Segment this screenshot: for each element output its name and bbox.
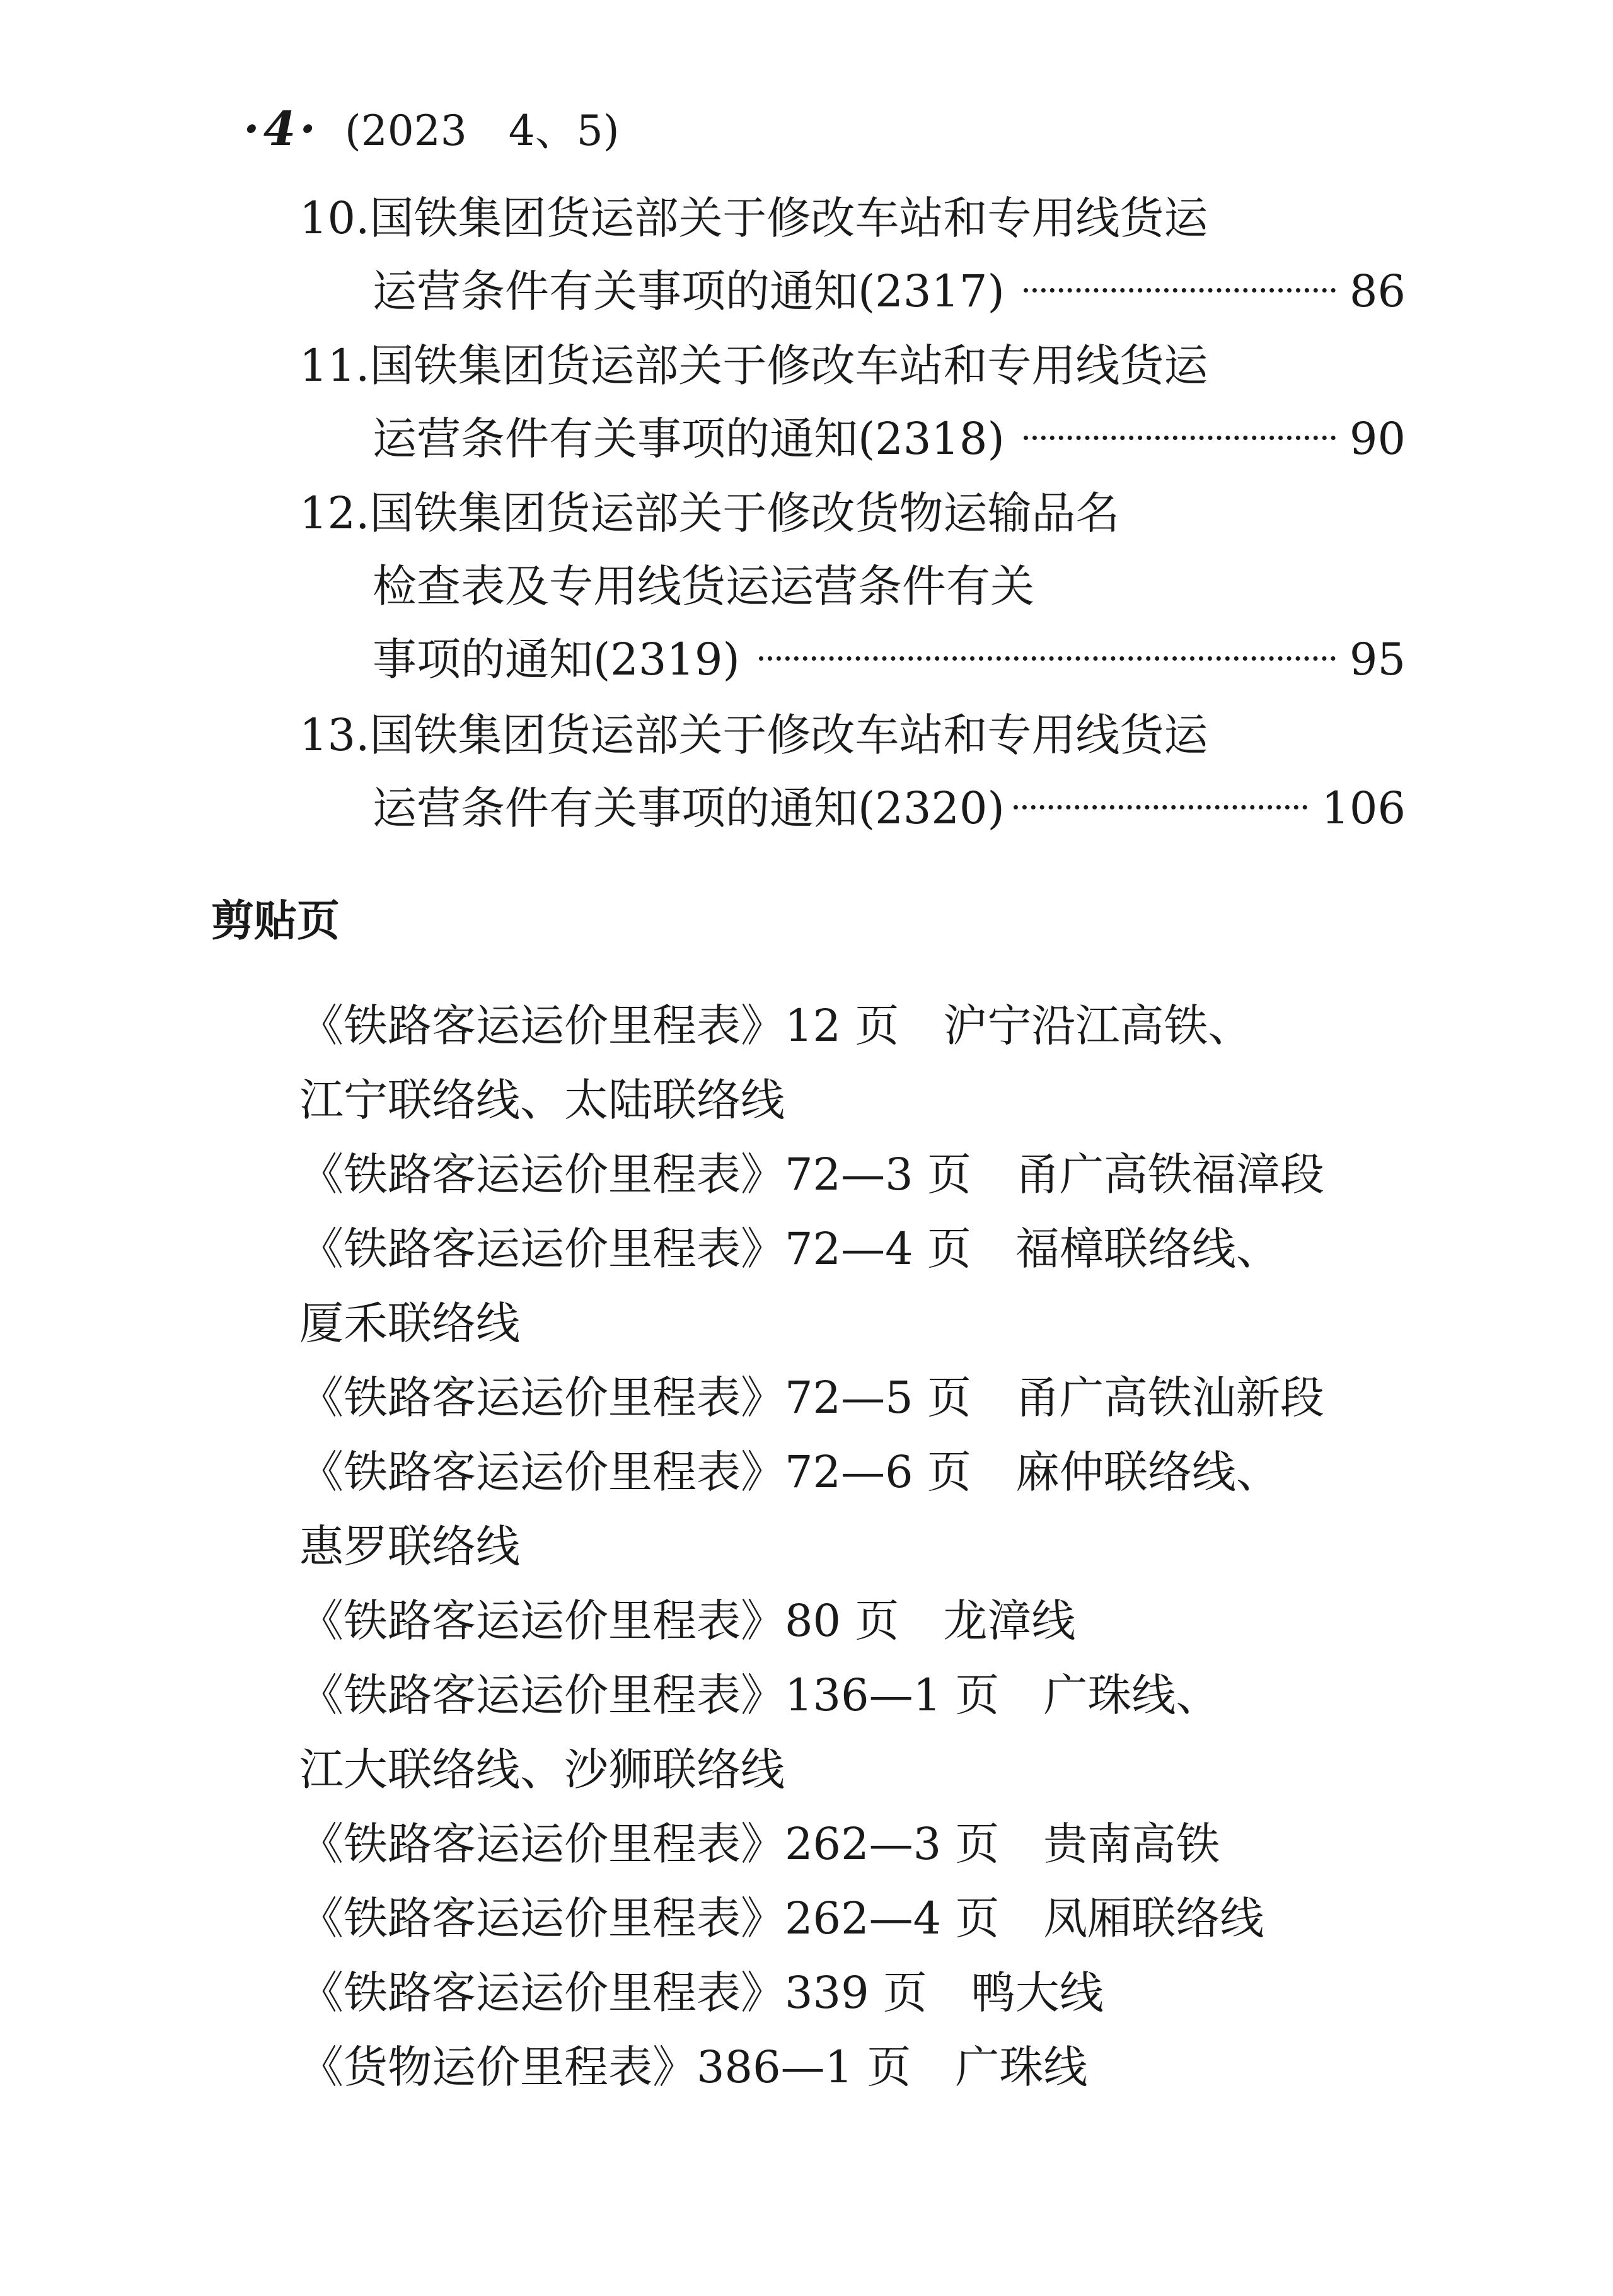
- list-item: 《铁路客运运价里程表》80 页 龙漳线: [299, 1595, 1076, 1647]
- clip-list: [299, 989, 1434, 2104]
- toc-entry-first-line: [299, 704, 1208, 767]
- list-item: 《铁路客运运价里程表》72—3 页 甬广高铁福漳段: [299, 1149, 1324, 1200]
- list-item: 《铁路客运运价里程表》136—1 页 广珠线、: [299, 1669, 1220, 1721]
- toc-entry-first-line: [299, 334, 1208, 397]
- toc-page-number: 86: [1349, 265, 1406, 317]
- toc-entry-last-line: [373, 777, 1406, 840]
- list-item: 《铁路客运运价里程表》339 页 鸭大线: [299, 1967, 1104, 2019]
- toc-entry-last-line: [373, 407, 1406, 470]
- toc-entry-title: 国铁集团货运部关于修改车站和专用线货运: [369, 192, 1208, 244]
- toc-entry-first-line: [299, 187, 1208, 250]
- page-header: [243, 101, 619, 159]
- list-item: 厦禾联络线: [299, 1297, 520, 1349]
- toc-entry-title-end: 运营条件有关事项的通知(2317): [373, 265, 1005, 317]
- toc-entry-number: 10.: [299, 192, 370, 244]
- list-item: 《货物运价里程表》386—1 页 广珠线: [299, 2041, 1088, 2093]
- toc-entry-title-end: 事项的通知(2319): [373, 634, 740, 685]
- issue-label: (2023 4、5): [345, 107, 620, 155]
- list-item: 《铁路客运运价里程表》262—4 页 凤厢联络线: [299, 1893, 1264, 1944]
- list-item: 《铁路客运运价里程表》262—3 页 贵南高铁: [299, 1818, 1220, 1870]
- toc-entry-number: 11.: [299, 340, 370, 391]
- toc-page-number: 106: [1321, 782, 1406, 834]
- list-item: 江大联络线、沙狮联络线: [299, 1744, 785, 1795]
- dot-leader: [1024, 288, 1336, 293]
- list-item: 《铁路客运运价里程表》72—4 页 福樟联络线、: [299, 1223, 1280, 1275]
- toc-entry-title: 国铁集团货运部关于修改车站和专用线货运: [369, 709, 1208, 761]
- toc-page-number: 90: [1349, 413, 1406, 465]
- toc-entry-number: 13.: [299, 709, 370, 761]
- list-item: 江宁联络线、太陆联络线: [299, 1074, 785, 1126]
- toc-page-number: 95: [1349, 634, 1406, 685]
- page-number: ·4·: [243, 102, 320, 156]
- list-item: 《铁路客运运价里程表》12 页 沪宁沿江高铁、: [299, 1000, 1252, 1052]
- toc-entry-title-end: 运营条件有关事项的通知(2320): [373, 782, 1005, 834]
- section-title: 剪贴页: [211, 896, 340, 946]
- toc-entry-title-end: 运营条件有关事项的通知(2318): [373, 413, 1005, 465]
- toc-entry-middle-line: [373, 555, 1034, 618]
- list-item: 《铁路客运运价里程表》72—5 页 甬广高铁汕新段: [299, 1372, 1324, 1423]
- toc-entry-last-line: [373, 628, 1406, 691]
- toc-entry-last-line: [373, 260, 1406, 323]
- toc-entry-title: 国铁集团货运部关于修改车站和专用线货运: [369, 340, 1208, 391]
- dot-leader: [759, 656, 1336, 661]
- list-item: 惠罗联络线: [299, 1521, 520, 1572]
- toc-entry-number: 12.: [299, 487, 370, 539]
- toc-entry-title: 检查表及专用线货运运营条件有关: [373, 560, 1034, 612]
- toc-entry-title: 国铁集团货运部关于修改货物运输品名: [369, 487, 1120, 539]
- list-item: 《铁路客运运价里程表》72—6 页 麻仲联络线、: [299, 1446, 1280, 1498]
- toc-entry-first-line: [299, 482, 1119, 545]
- dot-leader: [1024, 436, 1336, 440]
- dot-leader: [1014, 805, 1308, 809]
